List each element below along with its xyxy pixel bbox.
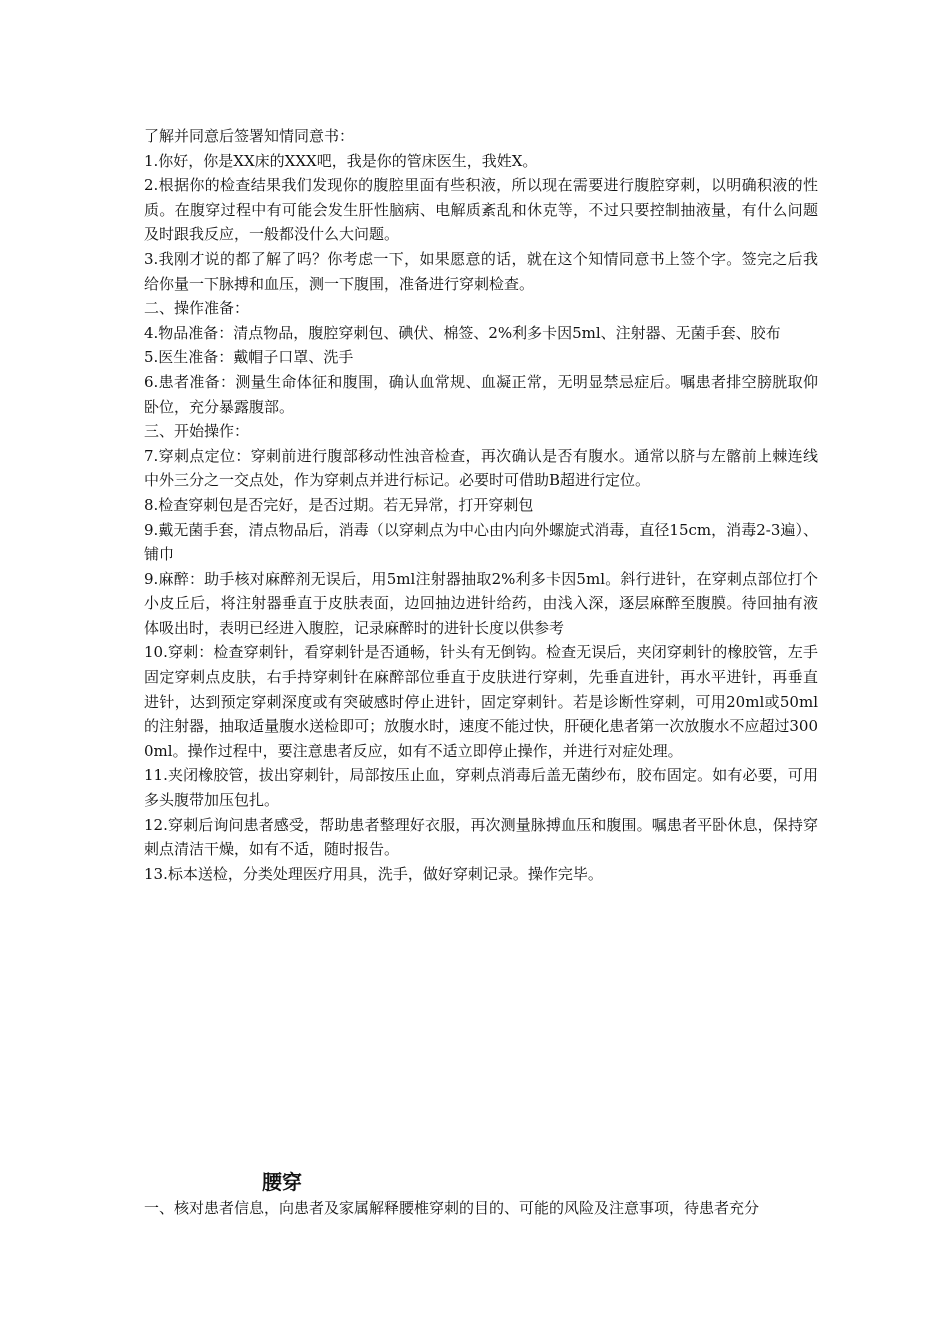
step-12-aftercare: 12.穿刺后询问患者感受，帮助患者整理好衣服，再次测量脉搏血压和腹围。嘱患者平卧休息，保持穿刺点清洁干燥，如有不适，随时报告。 <box>144 815 818 859</box>
lumbar-puncture-intro: 一、核对患者信息，向患者及家属解释腰椎穿刺的目的、可能的风险及注意事项，待患者充分 <box>144 1199 760 1217</box>
heading-preparation: 二、操作准备： <box>144 299 250 318</box>
step-13-finish: 13.标本送检，分类处理医疗用具，洗手，做好穿刺记录。操作完毕。 <box>144 864 603 883</box>
step-3-consent: 3.我刚才说的都了解了吗？你考虑一下，如果愿意的话，就在这个知情同意书上签个字。签完之后我给你量一下脉搏和血压，测一下腹围，准备进行穿刺检查。 <box>144 249 818 293</box>
consent-intro: 了解并同意后签署知情同意书： <box>144 127 355 145</box>
step-9-disinfection: 9.戴无菌手套，清点物品后，消毒（以穿刺点为中心由内向外螺旋式消毒，直径15cm，消毒2-3遍）、铺巾 <box>144 520 818 564</box>
step-1-greeting: 1.你好，你是XX床的XXX吧，我是你的管床医生，我姓X。 <box>144 151 538 170</box>
section-title-lumbar-puncture: 腰穿 <box>262 1170 302 1194</box>
step-6-patient-prep: 6.患者准备：测量生命体征和腹围，确认血常规、血凝正常，无明显禁忌症后。嘱患者排空膀胱取仰卧位，充分暴露腹部。 <box>144 372 818 416</box>
step-4-supplies: 4.物品准备：清点物品，腹腔穿刺包、碘伏、棉签、2%利多卡因5ml、注射器、无菌手套、胶布 <box>144 323 781 342</box>
step-10-puncture: 10.穿刺：检查穿刺针，看穿刺针是否通畅，针头有无倒钩。检查无误后，夹闭穿刺针的橡胶管，左手固定穿刺点皮肤，右手持穿刺针在麻醉部位垂直于皮肤进行穿刺，先垂直进针，再水平进针，再垂直进针，达到预定穿刺深度或有突破感时停止进针，固定穿刺针。若是诊断性穿刺，可用20ml或50ml的注射器，抽取适量腹水送检即可；放腹水时，速度不能过快，肝硬化患者第一次放腹水不应超过3000ml。操作过程中，要注意患者反应，如有不适立即停止操作，并进行对症处理。 <box>144 643 818 760</box>
step-9-anesthesia: 9.麻醉：助手核对麻醉剂无误后，用5ml注射器抽取2%利多卡因5ml。斜行进针，在穿刺点部位打个小皮丘后，将注射器垂直于皮肤表面，边回抽边进针给药，由浅入深，逐层麻醉至腹膜。待回抽有液体吸出时，表明已经进入腹腔，记录麻醉时的进针长度以供参考 <box>144 569 818 637</box>
step-8-check-kit: 8.检查穿刺包是否完好，是否过期。若无异常，打开穿刺包 <box>144 495 534 514</box>
step-7-localization: 7.穿刺点定位：穿刺前进行腹部移动性浊音检查，再次确认是否有腹水。通常以脐与左髂前上棘连线中外三分之一交点处，作为穿刺点并进行标记。必要时可借助B超进行定位。 <box>144 446 818 490</box>
step-2-explanation: 2.根据你的检查结果我们发现你的腹腔里面有些积液，所以现在需要进行腹腔穿刺，以明确积液的性质。在腹穿过程中有可能会发生肝性脑病、电解质紊乱和休克等，不过只要控制抽液量，有什么问题及时跟我反应，一般都没什么大问题。 <box>144 176 818 244</box>
heading-procedure: 三、开始操作： <box>144 422 250 441</box>
step-5-doctor-prep: 5.医生准备：戴帽子口罩、洗手 <box>144 348 354 367</box>
step-11-closure: 11.夹闭橡胶管，拔出穿刺针，局部按压止血，穿刺点消毒后盖无菌纱布，胶布固定。如有必要，可用多头腹带加压包扎。 <box>144 766 818 810</box>
document-body <box>144 124 818 886</box>
